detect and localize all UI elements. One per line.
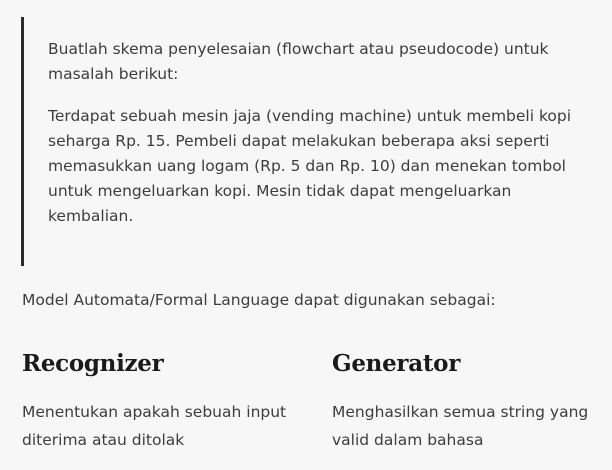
recognizer-heading: Recognizer [22, 350, 164, 377]
problem-blockquote [21, 17, 591, 266]
generator-column [332, 346, 602, 454]
blockquote-instruction: Buatlah skema penyelesaian (flowchart atau pseudocode) untuk masalah berikut: [48, 40, 549, 83]
recognizer-column [22, 346, 292, 454]
generator-description: Menghasilkan semua string yang valid dalam bahasa [332, 403, 589, 449]
intro-text: Model Automata/Formal Language dapat digunakan sebagai: [22, 291, 496, 309]
generator-heading: Generator [332, 350, 461, 377]
blockquote-problem-statement: Terdapat sebuah mesin jaja (vending machine) untuk membeli kopi seharga Rp. 15. Pembeli dapat melakukan beberapa aksi seperti memasukkan uang logam (Rp. 5 dan Rp. 10) dan menekan tombol untuk mengeluarkan kopi. Mesin tidak dapat mengeluarkan kembalian. [48, 107, 572, 225]
recognizer-description: Menentukan apakah sebuah input diterima atau ditolak [22, 403, 287, 449]
